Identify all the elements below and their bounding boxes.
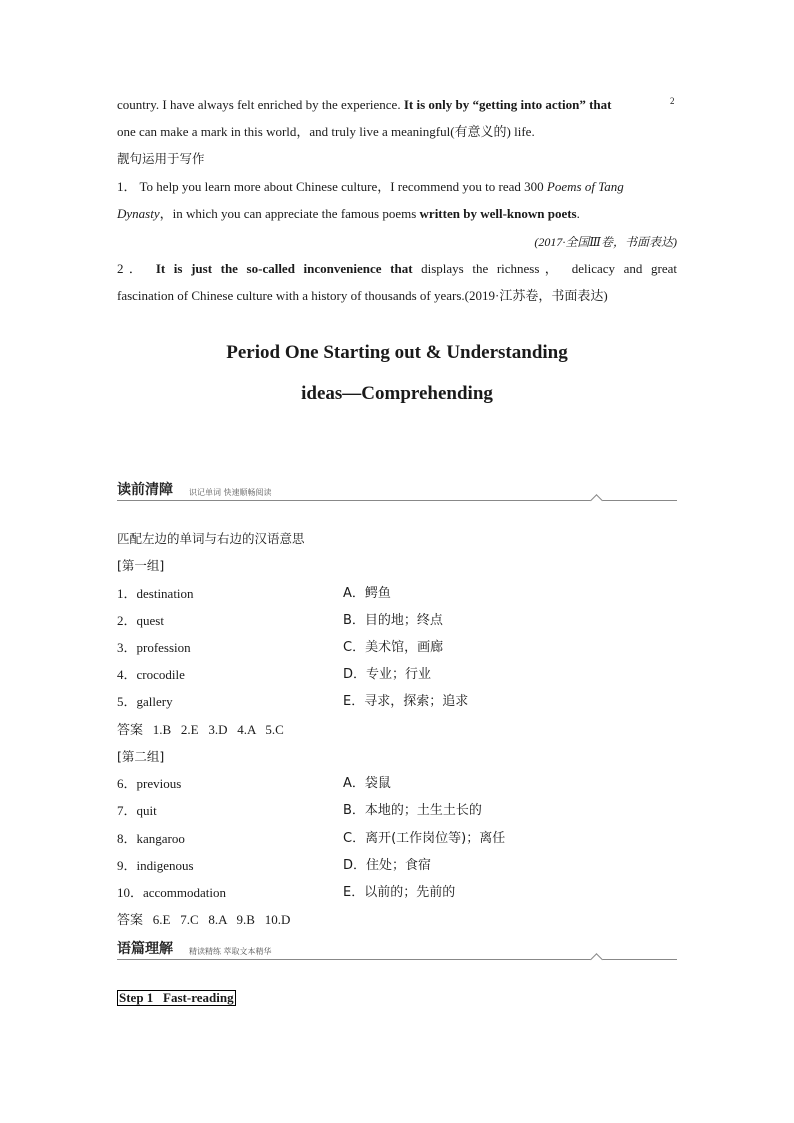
sentence-2-bold: It is just the so-called inconvenience that (155, 261, 413, 276)
group-1-meaning: D．专业；行业 (343, 667, 432, 682)
section-rule-notch (590, 494, 603, 507)
sentence-1-line-2 (117, 206, 580, 222)
period-title-line-2: ideas—Comprehending (301, 383, 493, 404)
group-1-meaning: A．鳄鱼 (343, 586, 391, 601)
sentence-2-line-2: fascination of Chinese culture with a history of thousands of years.(2019·江苏卷，书面表达) (117, 288, 608, 303)
sentence-1-line-1 (117, 179, 624, 195)
group-1-meaning: B．目的地；终点 (343, 613, 443, 628)
section-heading: 语篇理解 (117, 941, 173, 957)
group-1-answer: 答案 1.B 2.E 3.D 4.A 5.C (117, 722, 284, 737)
group-2-meaning: A．袋鼠 (343, 776, 391, 791)
sentence-2-text: displays the richness， delicacy and great (412, 261, 677, 276)
group-1-word: 1．destination (117, 586, 194, 601)
group-2-word: 7．quit (117, 803, 157, 818)
section-subheading: 识记单词 快速顺畅阅读 (189, 488, 272, 497)
group-2-meaning: E．以前的；先前的 (343, 885, 456, 900)
sentence-2-line-1 (117, 261, 677, 277)
page-number: 2 (670, 96, 675, 106)
group-1-word: 4．crocodile (117, 667, 185, 682)
intro-text: country. I have always felt enriched by the experience. (117, 97, 404, 112)
section-rule-notch (590, 953, 603, 966)
step-1-heading: Step 1 Fast-reading (119, 990, 234, 1005)
sentence-1-source: (2017·全国Ⅲ卷，书面表达) (534, 235, 677, 249)
section-heading: 读前清障 (117, 482, 173, 498)
sentence-1-end: . (576, 206, 580, 221)
section-subheading: 精读精练 萃取文本精华 (189, 947, 272, 956)
group-2-answer: 答案 6.E 7.C 8.A 9.B 10.D (117, 912, 291, 927)
sentence-1-bold: written by well-known poets (419, 206, 577, 221)
group-1-word: 3．profession (117, 640, 191, 655)
sentence-2-number: 2． (117, 261, 156, 276)
section-bar-reading (117, 942, 677, 960)
sentence-1-text-2: ，in which you can appreciate the famous poems (159, 206, 420, 221)
sentence-1-title: Poems of Tang (546, 179, 624, 194)
group-2-label: [第二组] (117, 749, 165, 764)
group-2-word: 6．previous (117, 776, 182, 791)
group-1-word: 5．gallery (117, 694, 173, 709)
group-1-label: [第一组] (117, 558, 165, 573)
group-1-meaning: C．美术馆，画廊 (343, 640, 444, 655)
sentence-1-title-end: Dynasty (117, 206, 160, 221)
section-bar-pre-reading (117, 483, 677, 501)
group-1-meaning: E．寻求，探索；追求 (343, 694, 469, 709)
period-title-line-1: Period One Starting out & Understanding (226, 342, 568, 363)
intro-line-1 (117, 97, 612, 113)
group-1-word: 2．quest (117, 613, 164, 628)
group-2-word: 9．indigenous (117, 858, 194, 873)
group-2-meaning: D．住处；食宿 (343, 858, 432, 873)
group-2-meaning: B．本地的；土生土长的 (343, 803, 482, 818)
matching-instruction: 匹配左边的单词与右边的汉语意思 (117, 531, 305, 546)
writing-heading: 靓句运用于写作 (117, 151, 205, 166)
sentence-1-text: 1． To help you learn more about Chinese culture，I recommend you to read 300 (117, 179, 547, 194)
group-2-meaning: C．离开(工作岗位等)；离任 (343, 831, 506, 846)
intro-bold-text: It is only by “getting into action” that (403, 97, 612, 112)
intro-line-2: one can make a mark in this world，and truly live a meaningful(有意义的) life. (117, 124, 535, 139)
group-2-word: 8．kangaroo (117, 831, 185, 846)
group-2-word: 10．accommodation (117, 885, 227, 900)
